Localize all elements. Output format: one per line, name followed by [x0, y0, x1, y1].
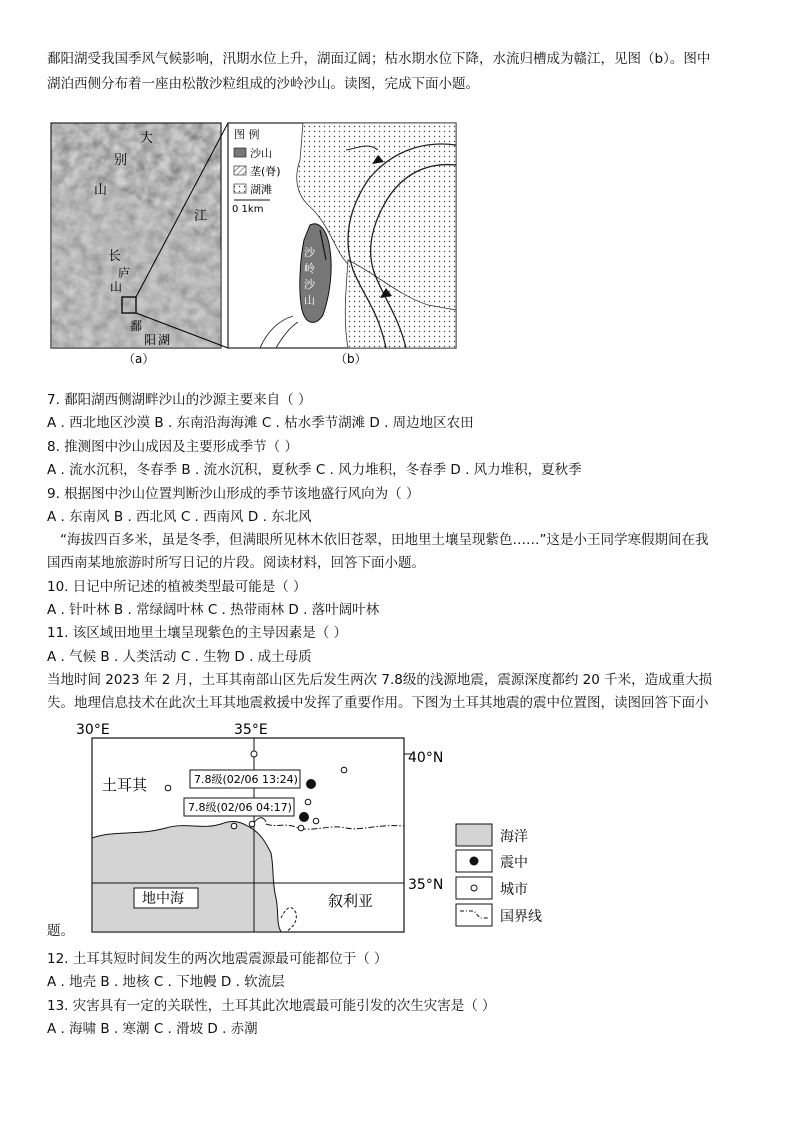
sea-label: 地中海	[142, 891, 184, 907]
intro-text-line: 湖泊西侧分布着一座由松散沙粒组成的沙岭沙山。读图，完成下面小题。	[47, 76, 479, 92]
intro-text-line: 鄱阳湖受我国季风气候影响，汛期水位上升，湖面辽阔；枯水期水位下降，水流归槽成为赣江，见图（b）。图中	[47, 51, 711, 67]
map-a-label: 别	[114, 153, 128, 168]
map-a-label: 江	[194, 209, 208, 224]
legend-label: 垄(脊)	[250, 165, 281, 178]
legend-label: 湖滩	[250, 183, 272, 196]
legend-title: 图 例	[234, 128, 260, 141]
question-options: A . 流水沉积，冬春季 B . 流水沉积，夏秋季 C . 风力堆积，冬春季 D . 风力堆积，夏秋季	[47, 462, 582, 478]
intro-text-line: 国西南某地旅游时所写日记的片段。阅读材料，回答下面小题。	[47, 555, 425, 571]
quake-label: 7.8级(02/06 04:17)	[188, 801, 292, 814]
question-stem: 8. 推测图中沙山成因及主要形成季节（ ）	[47, 439, 298, 455]
map-a-label: 山	[110, 280, 123, 294]
map-a-label: 庐	[118, 266, 131, 280]
lon-label: 35°E	[234, 722, 268, 738]
map-b-caption: （b）	[335, 352, 367, 365]
quake-map	[76, 718, 556, 938]
question-options: A . 东南风 B . 西北风 C . 西南风 D . 东北风	[47, 509, 312, 525]
map-a-label: 阳	[144, 333, 157, 347]
map-a	[51, 123, 221, 348]
question-options: A . 气候 B . 人类活动 C . 生物 D . 成土母质	[47, 649, 312, 665]
question-options: A . 针叶林 B . 常绿阔叶林 C . 热带雨林 D . 落叶阔叶林	[47, 602, 380, 618]
question-stem: 13. 灾害具有一定的关联性，土耳其此次地震最可能引发的次生灾害是（ ）	[47, 998, 496, 1014]
epicenter-marker	[306, 779, 316, 789]
figure-ab	[48, 120, 460, 365]
map-a-label: 湖	[158, 333, 171, 347]
question-stem: 10. 日记中所记述的植被类型最可能是（ ）	[47, 579, 307, 595]
map-a-label: 鄱	[130, 319, 143, 333]
country-label: 叙利亚	[328, 892, 374, 910]
legend-label: 城市	[500, 882, 528, 898]
scale-label: 0 1km	[232, 204, 264, 215]
lon-label: 30°E	[76, 722, 110, 738]
intro-text-line: 失。地理信息技术在此次土耳其地震救援中发挥了重要作用。下图为土耳其地震的震中位置图，读图回答下面小	[47, 695, 709, 711]
sand-mountain-label: 山	[304, 294, 315, 307]
sand-mountain-label: 沙	[304, 278, 315, 291]
quake-label: 7.8级(02/06 13:24)	[194, 773, 298, 786]
map-b	[228, 123, 456, 348]
map-a-label: 长	[108, 249, 122, 264]
lat-label: 35°N	[408, 877, 444, 893]
question-stem: 7. 鄱阳湖西侧湖畔沙山的沙源主要来自（ ）	[47, 392, 312, 408]
sand-mountain-label: 沙	[304, 246, 315, 259]
sand-mountain-label: 岭	[304, 262, 315, 275]
question-options: A . 海啸 B . 寒潮 C . 滑坡 D . 赤潮	[47, 1021, 258, 1037]
map-a-label: 山	[94, 183, 108, 198]
lat-label: 40°N	[408, 750, 444, 766]
legend-label: 国界线	[500, 909, 542, 925]
map-a-label: 大	[140, 131, 154, 146]
intro-text-line: 题。	[47, 923, 74, 939]
question-options: A . 地壳 B . 地核 C . 下地幔 D . 软流层	[47, 974, 285, 990]
intro-text-line: “海拔四百多米，虽是冬季，但满眼所见林木依旧苍翠，田地里土壤呈现紫色……”这是小王同学寒假期间在我	[60, 532, 709, 548]
legend-label: 震中	[500, 855, 528, 871]
map-a-caption: （a）	[123, 352, 155, 365]
legend-label: 沙山	[250, 147, 272, 160]
intro-text-line: 当地时间 2023 年 2 月，土耳其南部山区先后发生两次 7.8级的浅源地震，震源深度都约 20 千米，造成重大损	[47, 672, 713, 688]
question-stem: 12. 土耳其短时间发生的两次地震震源最可能都位于（ ）	[47, 951, 388, 967]
question-options: A . 西北地区沙漠 B . 东南沿海海滩 C . 枯水季节湖滩 D . 周边地区农田	[47, 415, 474, 431]
question-stem: 11. 该区域田地里土壤呈现紫色的主导因素是（ ）	[47, 625, 348, 641]
epicenter-marker	[299, 812, 309, 822]
legend-label: 海洋	[500, 829, 528, 845]
country-label: 土耳其	[102, 776, 148, 794]
question-stem: 9. 根据图中沙山位置判断沙山形成的季节该地盛行风向为（ ）	[47, 486, 420, 502]
